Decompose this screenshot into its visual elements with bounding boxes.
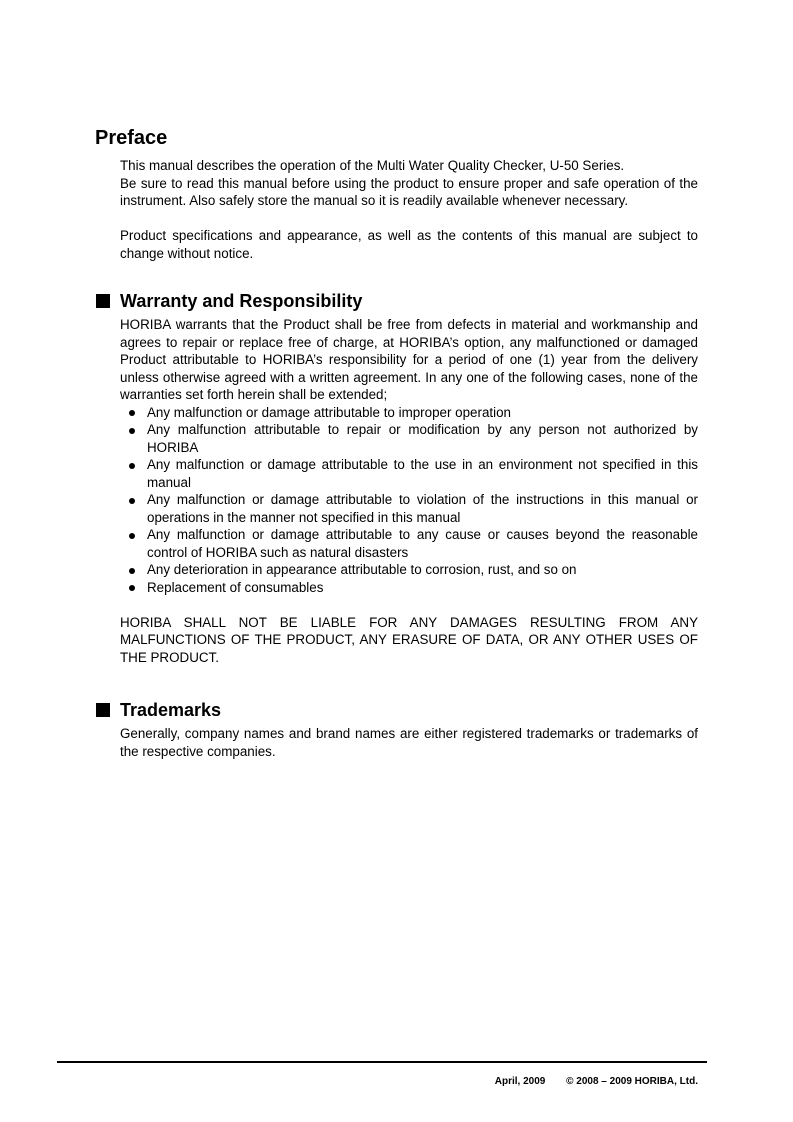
page-title: Preface (95, 127, 168, 149)
exclusion-list (120, 404, 698, 597)
list-item (120, 526, 698, 561)
trademarks-section (120, 725, 698, 760)
list-item (120, 561, 698, 579)
list-item-text: Any malfunction or damage attributable to the use in an environment not specified in this manual (147, 457, 698, 490)
list-item-text: Any malfunction or damage attributable to violation of the instructions in this manual or operations in the manner not specified in this manual (147, 492, 698, 525)
liability-disclaimer: HORIBA SHALL NOT BE LIABLE FOR ANY DAMAGES RESULTING FROM ANY MALFUNCTIONS OF THE PRODUCT, ANY ERASURE OF DATA, OR ANY OTHER USES OF THE PRODUCT. (120, 614, 698, 665)
warranty-section (120, 316, 698, 666)
black-square-icon (96, 703, 110, 717)
trademarks-heading (96, 699, 221, 721)
preface-section (120, 157, 698, 262)
list-item-text: Any malfunction attributable to repair or modification by any person not authorized by HORIBA (147, 422, 698, 455)
list-item (120, 579, 698, 597)
preface-paragraph (120, 157, 698, 210)
preface-line-2: Be sure to read this manual before using the product to ensure proper and safe operation of the instrument. Also safely store the manual so it is readily available whenever necessary. (120, 175, 698, 208)
footer-divider (57, 1061, 707, 1063)
warranty-heading-label: Warranty and Responsibility (120, 291, 363, 311)
preface-notice-paragraph: Product specifications and appearance, as well as the contents of this manual are subject to change without notice. (120, 228, 698, 261)
footer-copyright: © 2008 – 2009 HORIBA, Ltd. (566, 1076, 698, 1087)
bullet-icon (129, 463, 135, 469)
warranty-heading (96, 290, 362, 312)
bullet-icon (129, 498, 135, 504)
preface-line-1: This manual describes the operation of the Multi Water Quality Checker, U-50 Series. (120, 158, 625, 173)
footer-date: April, 2009 (494, 1076, 546, 1087)
list-item-text: Replacement of consumables (147, 579, 324, 595)
page-footer (495, 1076, 698, 1088)
list-item-text: Any malfunction or damage attributable to improper operation (147, 404, 511, 420)
list-item (120, 491, 698, 526)
bullet-icon (129, 410, 135, 416)
list-item (120, 421, 698, 456)
trademarks-text: Generally, company names and brand names are either registered trademarks or trademarks of the respective companies. (120, 726, 698, 759)
bullet-icon (129, 585, 135, 591)
bullet-icon (129, 428, 135, 434)
list-item-text: Any deterioration in appearance attributable to corrosion, rust, and so on (147, 562, 577, 577)
black-square-icon (96, 294, 110, 308)
warranty-intro: HORIBA warrants that the Product shall be free from defects in material and workmanship and agrees to repair or replace free of charge, at HORIBA’s option, any malfunctioned or damaged Product attributable to HORIBA’s responsibility for a period of one (1) year from the delivery unless otherwise agreed with a written agreement. In any one of the following cases, none of the warranties set forth herein shall be extended; (120, 317, 698, 402)
trademarks-heading-label: Trademarks (120, 700, 222, 720)
list-item (120, 456, 698, 491)
bullet-icon (129, 568, 135, 574)
bullet-icon (129, 533, 135, 539)
list-item (120, 404, 698, 422)
list-item-text: Any malfunction or damage attributable to any cause or causes beyond the reasonable control of HORIBA such as natural disasters (147, 527, 698, 560)
